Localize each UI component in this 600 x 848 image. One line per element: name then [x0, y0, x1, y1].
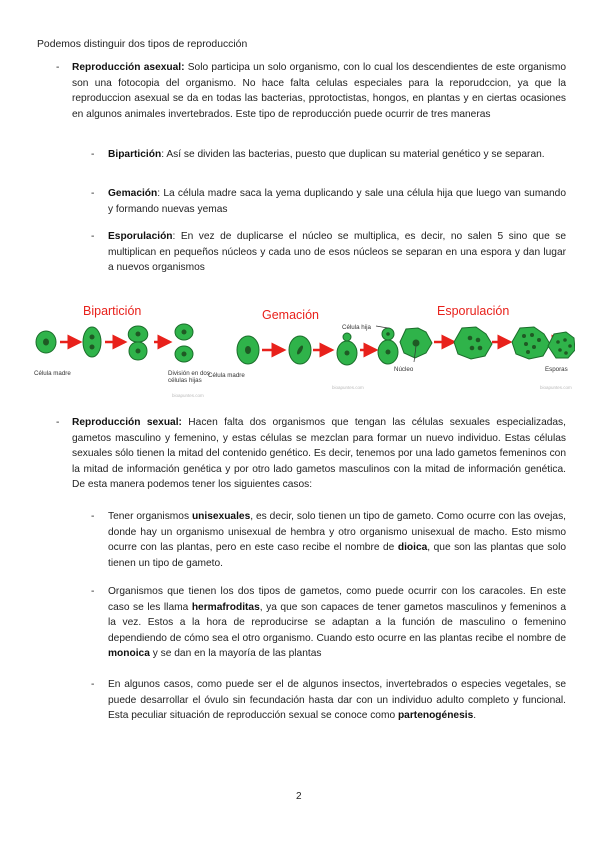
- term-hermafroditas: hermafroditas: [191, 601, 260, 613]
- label-esp-nucleo: Núcleo: [394, 366, 414, 373]
- term-partenogenesis: partenogénesis: [397, 710, 474, 722]
- watermark-1: bioapuntes.com: [172, 393, 204, 398]
- label-bip-division: División en dos células hijas: [168, 370, 210, 384]
- gem-bud-1: [343, 333, 351, 341]
- list-item-partenogenesis: - En algunos casos, como puede ser el de algunos insectos, invertebrados o especies vegetales, se puede desarrollar el óvulo sin fecundación hasta dar con un individuo adulto completo y funcional. Esta peculiar situación de reproducción sexual se conoce como partenogénesis.: [91, 679, 566, 722]
- term-gemacion: Gemación: [108, 188, 158, 199]
- term-unisexuales: unisexuales: [191, 511, 251, 522]
- list-item-sexual: - Reproducción sexual: Hacen falta dos organismos que tengan las células sexuales especializadas, gametos masculino y femenino, y estas células se mezclan para formar un nuevo individuo. Estas células sexuales sólo tienen la mitad del contenido genético. Es decir, tenemos por una lado gametos femeninos con la mitad de información genética y por otro lado gametos masculinos con la mitad de información genética. De esta manera podemos tener los siguientes casos:: [56, 417, 566, 491]
- label-esp-esporas: Esporas: [545, 366, 568, 373]
- reproduction-figure: [30, 298, 575, 398]
- esp-cell-2: [454, 327, 492, 359]
- term-esporulacion: Esporulación: [108, 231, 173, 242]
- figure-title-esporulacion: Esporulación: [437, 304, 510, 318]
- list-item-gemacion: - Gemación: La célula madre saca la yema duplicando y sale una célula hija que luego van sumando y formando nuevas yemas: [91, 188, 566, 215]
- esp-cell-3: [512, 327, 550, 359]
- page-number: 2: [296, 791, 302, 802]
- term-dioica: dioica: [397, 542, 428, 554]
- list-item-unisexuales: - Tener organismos unisexuales, es decir, solo tienen un tipo de gameto. Como ocurre con las ovejas, donde hay un organismo unisexual de hembra y otro organismo unisexual de macho. Esto mismo ocurre con las plantas, pero en este caso recibe el nombre de dioica, que son las plantas que solo tienen un tipo de gameto.: [91, 511, 566, 569]
- term-asexual: Reproducción asexual:: [72, 62, 185, 73]
- intro-line: Podemos distinguir dos tipos de reproducción: [37, 39, 248, 50]
- label-bip-mother: Célula madre: [34, 370, 71, 377]
- bip-cell-3: [128, 326, 148, 360]
- figure-drawing: [30, 298, 575, 390]
- label-gem-mother: Célula madre: [208, 372, 245, 379]
- figure-title-gemacion: Gemación: [262, 308, 319, 322]
- watermark-2: bioapuntes.com: [332, 385, 364, 390]
- term-biparticion: Bipartición: [108, 149, 162, 160]
- figure-title-biparticion: Bipartición: [83, 304, 142, 318]
- list-item-esporulacion: - Esporulación: En vez de duplicarse el núcleo se multiplica, es decir, no salen 5 sino que se multiplican en pequeños núcleos y cada uno de esos núcleos se separan en una espora y dan lugar a nuevos organismos: [91, 231, 566, 274]
- watermark-3: bioapuntes.com: [540, 385, 572, 390]
- bip-cell-2: [83, 327, 101, 357]
- list-item-biparticion: - Bipartición: Así se dividen las bacterias, puesto que duplican su material genético y se separan.: [91, 149, 545, 160]
- list-item-asexual: - Reproducción asexual: Solo participa un solo organismo, con lo cual los descendientes de este organismo son una fotocopia del organismo. No hace falta celulas especiales para la reporudccion, ya que la reproduccion asexual se da en todas las bacterias, pprotoctistas, hongos, en plantas y en ciertas ocasiones en algunos animales invertebrados. Este tipo de reproducción puede ocurrir de tres maneras: [56, 62, 566, 120]
- bip-nucleus-1: [43, 339, 49, 346]
- list-item-hermafroditas: - Organismos que tienen los dos tipos de gametos, como puede ocurrir con los caracoles. En este caso se les llama hermafroditas, ya que son capaces de tener gametos masculinos y femeninos a la vez. Estos a la hora de reproducirse se adaptan a la función de masculino o femenino dependiendo de cómo sea el otro organismo. Cuando esto ocurre en las plantas recibe el nombre de monoica y se dan en la mayoría de las plantas: [91, 586, 567, 660]
- asexual-text: Solo participa un solo organismo, con lo cual los descendientes de este organismo son una fotocopia del organismo. No hace falta celulas especiales para la reporudccion, ya que la reproduccion asexual se da en todas las bacterias, pprotoctistas, hongos, en plantas y en ciertas ocasiones en algunos animales invertebrados. Este tipo de reproducción puede ocurrir de tres maneras: [72, 62, 566, 120]
- term-monoica: monoica: [108, 648, 150, 660]
- sexual-text: Hacen falta dos organismos que tengan las células sexuales especializadas, gametos masculino y femenino, y estas células se mezclan para formar un nuevo individuo. Estas células sexuales sólo tienen la mitad del contenido genético. Es decir, tenemos por una lado gametos femeninos con la mitad de información genética y por otro lado gametos masculinos con la mitad de información genética. De esta manera podemos tener los siguientes casos:: [72, 417, 566, 491]
- label-gem-child: Célula hija: [342, 324, 371, 331]
- term-sexual: Reproducción sexual:: [72, 417, 182, 428]
